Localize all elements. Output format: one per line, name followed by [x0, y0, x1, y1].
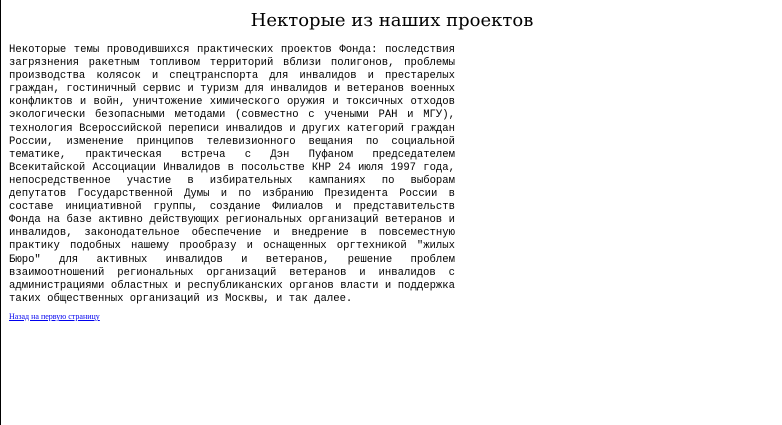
page-title: Некторые из наших проектов: [250, 10, 534, 31]
back-to-home-link[interactable]: Назад на первую страницу: [9, 312, 100, 321]
projects-description: Некоторые темы проводившихся практических проектов Фонда: последствия загрязнения ракетным топливом территорий вблизи полигонов, проблемы производства колясок и спецтранспорта для инвалидов и престарелых граждан, гостиничный сервис и туризм для инвалидов и ветеранов военных конфликтов и войн, уничтожение химического оружия и токсичных отходов экологически безопасными методами (совместно с учеными РАН и МГУ), технология Всероссийской переписи инвалидов и других категорий граждан России, изменение принципов телевизионного вещания по социальной тематике, практическая встреча с Дэн Пуфаном председателем Всекитайской Ассоциации Инвалидов в посольстве КНР 24 июля 1997 года, непосредственное участие в избирательных кампаниях по выборам депутатов Государственной Думы и по избранию Президента России в составе инициативной группы, создание Филиалов и представительств Фонда на базе активно действующих региональных организаций ветеранов и инвалидов, законодательное обеспечение и внедрение в повсеместную практику подобных нашему прообразу и оснащенных оргтехникой "жилых Бюро" для активных инвалидов и ветеранов, решение проблем взаимоотношений региональных организаций ветеранов и инвалидов с администрациями областных и республиканских органов власти и поддержка таких общественных организаций из Москвы, и так далее.: [9, 44, 455, 305]
